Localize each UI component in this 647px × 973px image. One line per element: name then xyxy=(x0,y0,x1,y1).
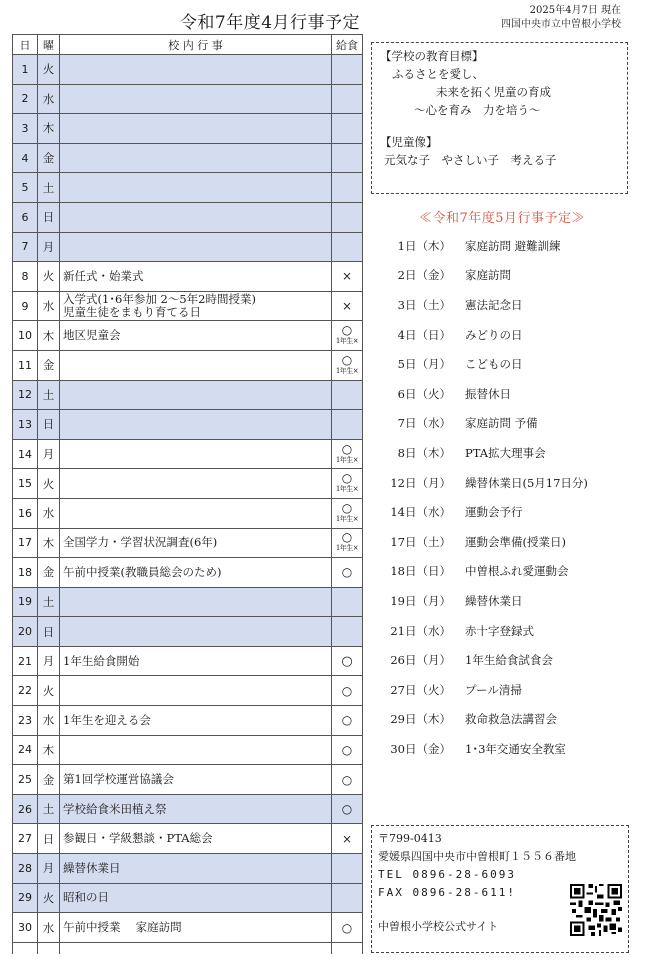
may-event-date: 6日（火） xyxy=(397,386,451,401)
event-text: 新任式・始業式 xyxy=(63,268,144,283)
meal-cell xyxy=(332,232,363,262)
meal-mark: × xyxy=(341,269,353,284)
event-cell xyxy=(60,143,332,173)
weekday-cell: 月 xyxy=(38,646,60,676)
meal-mark: ○ xyxy=(341,772,353,787)
day-cell: 2 xyxy=(13,84,38,114)
event-cell xyxy=(60,232,332,262)
day-cell: 19 xyxy=(13,587,38,617)
header-day: 日 xyxy=(13,35,38,55)
page-title: 令和7年度4月行事予定 xyxy=(179,13,361,33)
day-cell: 10 xyxy=(13,321,38,351)
meal-note: 1年生× xyxy=(335,455,359,464)
list-item xyxy=(380,261,630,291)
event-cell xyxy=(60,854,332,884)
event-cell xyxy=(60,410,332,440)
meal-cell xyxy=(332,913,363,943)
day-cell: 16 xyxy=(13,498,38,528)
table-row xyxy=(13,558,363,588)
event-text: 午前中授業(教職員総会のため) xyxy=(63,564,222,579)
table-row xyxy=(13,794,363,824)
event-cell xyxy=(60,321,332,351)
may-event-name: 家庭訪問 xyxy=(465,268,511,283)
day-cell: 12 xyxy=(13,380,38,410)
weekday-cell: 火 xyxy=(38,55,60,85)
event-text: 全国学力・学習状況調査(6年) xyxy=(63,535,218,550)
meal-mark: ○ xyxy=(341,742,353,757)
empty-cell xyxy=(13,942,38,954)
meal-cell xyxy=(332,854,363,884)
event-cell xyxy=(60,498,332,528)
table-row xyxy=(13,706,363,736)
list-item xyxy=(380,497,630,527)
table-row xyxy=(13,350,363,380)
event-cell xyxy=(60,528,332,558)
meal-cell xyxy=(332,617,363,647)
event-cell xyxy=(60,84,332,114)
weekday-cell: 金 xyxy=(38,143,60,173)
event-cell xyxy=(60,291,332,321)
may-event-name: 繰替休業日(5月17日分) xyxy=(465,475,588,490)
day-cell: 1 xyxy=(13,55,38,85)
list-item xyxy=(380,645,630,675)
list-item xyxy=(380,438,630,468)
day-cell: 25 xyxy=(13,765,38,795)
may-event-date: 1日（木） xyxy=(397,238,451,253)
meal-mark: ○ xyxy=(341,352,353,367)
day-cell: 23 xyxy=(13,706,38,736)
event-cell xyxy=(60,824,332,854)
day-cell: 17 xyxy=(13,528,38,558)
event-cell xyxy=(60,262,332,292)
meal-cell xyxy=(332,558,363,588)
meal-note: 1年生× xyxy=(335,485,359,494)
meal-cell xyxy=(332,410,363,440)
header-weekday: 曜 xyxy=(38,35,60,55)
event-cell xyxy=(60,676,332,706)
event-text: 入学式(1･6年参加 2～5年2時間授業) xyxy=(63,292,256,307)
meal-cell xyxy=(332,765,363,795)
event-cell xyxy=(60,350,332,380)
weekday-cell: 火 xyxy=(38,676,60,706)
weekday-cell: 水 xyxy=(38,706,60,736)
table-row xyxy=(13,439,363,469)
event-text: 昭和の日 xyxy=(63,890,109,905)
meal-mark: ○ xyxy=(341,530,353,545)
may-event-name: 振替休日 xyxy=(465,386,511,401)
weekday-cell: 土 xyxy=(38,173,60,203)
table-row xyxy=(13,469,363,499)
april-schedule-table xyxy=(12,34,363,954)
may-event-date: 7日（水） xyxy=(397,416,451,431)
event-text: 参観日・学級懇談・PTA総会 xyxy=(63,831,213,846)
event-cell xyxy=(60,794,332,824)
meal-mark: ○ xyxy=(341,802,353,817)
event-text-secondary: 児童生徒をまもり育てる日 xyxy=(63,305,201,320)
goals-line-2: 未来を拓く児童の育成 xyxy=(436,85,551,99)
day-cell: 29 xyxy=(13,883,38,913)
meal-note: 1年生× xyxy=(335,514,359,523)
goals-line-1: ふるさとを愛し、 xyxy=(392,67,484,81)
meal-mark: ○ xyxy=(341,565,353,580)
weekday-cell: 水 xyxy=(38,913,60,943)
day-cell: 8 xyxy=(13,262,38,292)
student-image-text: 元気な子 やさしい子 考える子 xyxy=(384,153,557,167)
day-cell: 7 xyxy=(13,232,38,262)
list-item xyxy=(380,586,630,616)
meal-mark: × xyxy=(341,299,353,314)
event-cell xyxy=(60,735,332,765)
date-line: 2025年4月7日 現在 xyxy=(529,5,621,16)
event-cell xyxy=(60,114,332,144)
event-cell xyxy=(60,173,332,203)
weekday-cell: 土 xyxy=(38,794,60,824)
day-cell: 20 xyxy=(13,617,38,647)
weekday-cell: 木 xyxy=(38,528,60,558)
day-cell: 4 xyxy=(13,143,38,173)
event-text: 学校給食米田植え祭 xyxy=(63,801,167,816)
contact-box xyxy=(371,825,629,953)
event-cell xyxy=(60,202,332,232)
meal-cell xyxy=(332,498,363,528)
list-item xyxy=(380,409,630,439)
may-event-name: 家庭訪問 避難訓練 xyxy=(465,238,561,253)
may-event-name: 繰替休業日 xyxy=(465,593,523,608)
list-item xyxy=(380,379,630,409)
table-row xyxy=(13,587,363,617)
fax: FAX 0896-28-611! xyxy=(378,886,516,899)
event-text: 第1回学校運営協議会 xyxy=(63,772,174,787)
weekday-cell: 水 xyxy=(38,291,60,321)
empty-cell xyxy=(332,942,363,954)
day-cell: 6 xyxy=(13,202,38,232)
student-image-heading: 【児童像】 xyxy=(380,135,438,149)
header-info xyxy=(501,4,621,32)
list-item xyxy=(380,231,630,261)
list-item xyxy=(380,616,630,646)
meal-cell xyxy=(332,291,363,321)
may-event-name: 1･3年交通安全教室 xyxy=(465,741,566,756)
weekday-cell: 木 xyxy=(38,114,60,144)
meal-cell xyxy=(332,824,363,854)
list-item xyxy=(380,349,630,379)
meal-cell xyxy=(332,262,363,292)
may-event-date: 14日（水） xyxy=(390,505,451,520)
may-event-name: プール清掃 xyxy=(465,682,522,697)
meal-mark: ○ xyxy=(341,713,353,728)
meal-cell xyxy=(332,469,363,499)
table-row xyxy=(13,854,363,884)
header-meal: 給食 xyxy=(332,35,363,55)
may-event-name: PTA拡大理事会 xyxy=(465,445,546,460)
meal-mark: ○ xyxy=(341,683,353,698)
education-goals-box xyxy=(371,42,628,194)
list-item xyxy=(380,557,630,587)
day-cell: 28 xyxy=(13,854,38,884)
meal-note: 1年生× xyxy=(335,544,359,553)
meal-cell xyxy=(332,84,363,114)
weekday-cell: 日 xyxy=(38,410,60,440)
meal-cell xyxy=(332,202,363,232)
table-row xyxy=(13,765,363,795)
day-cell: 30 xyxy=(13,913,38,943)
meal-mark: ○ xyxy=(341,323,353,338)
tel: TEL 0896-28-6093 xyxy=(378,868,516,881)
list-item xyxy=(380,468,630,498)
meal-cell xyxy=(332,794,363,824)
event-cell xyxy=(60,883,332,913)
table-row xyxy=(13,114,363,144)
meal-cell xyxy=(332,528,363,558)
day-cell: 13 xyxy=(13,410,38,440)
may-event-date: 8日（木） xyxy=(397,445,451,460)
meal-mark: ○ xyxy=(341,653,353,669)
day-cell: 14 xyxy=(13,439,38,469)
may-event-name: こどもの日 xyxy=(465,357,523,372)
event-text: 繰替休業日 xyxy=(63,860,121,875)
meal-cell xyxy=(332,439,363,469)
table-row xyxy=(13,262,363,292)
may-event-name: みどりの日 xyxy=(465,327,523,342)
may-event-name: 家庭訪問 予備 xyxy=(465,416,538,431)
meal-mark: ○ xyxy=(341,441,353,456)
event-text: 地区児童会 xyxy=(63,328,121,343)
meal-cell xyxy=(332,706,363,736)
weekday-cell: 火 xyxy=(38,469,60,499)
table-row xyxy=(13,824,363,854)
day-cell: 27 xyxy=(13,824,38,854)
may-event-date: 12日（月） xyxy=(390,475,451,490)
day-cell: 3 xyxy=(13,114,38,144)
event-text: 午前中授業 家庭訪問 xyxy=(63,920,182,935)
may-event-date: 3日（土） xyxy=(397,297,451,312)
list-item xyxy=(380,705,630,735)
may-event-name: 憲法記念日 xyxy=(465,297,523,312)
meal-mark: × xyxy=(341,831,353,846)
weekday-cell: 木 xyxy=(38,735,60,765)
table-row xyxy=(13,321,363,351)
table-row xyxy=(13,143,363,173)
event-cell xyxy=(60,913,332,943)
list-item xyxy=(380,675,630,705)
table-row xyxy=(13,676,363,706)
weekday-cell: 日 xyxy=(38,202,60,232)
day-cell: 22 xyxy=(13,676,38,706)
table-row xyxy=(13,735,363,765)
table-row-empty xyxy=(13,942,363,954)
may-schedule-list xyxy=(380,231,630,764)
event-cell xyxy=(60,469,332,499)
list-item xyxy=(380,320,630,350)
weekday-cell: 土 xyxy=(38,380,60,410)
table-body xyxy=(13,55,363,955)
day-cell: 11 xyxy=(13,350,38,380)
official-site-label[interactable]: 中曽根小学校公式サイト xyxy=(378,920,499,933)
may-event-date: 2日（金） xyxy=(397,268,451,283)
table-row xyxy=(13,498,363,528)
meal-mark: ○ xyxy=(341,920,353,935)
may-event-date: 30日（金） xyxy=(390,741,451,756)
may-event-name: 運動会予行 xyxy=(465,505,523,520)
day-cell: 26 xyxy=(13,794,38,824)
may-event-date: 5日（月） xyxy=(397,357,451,372)
meal-note: 1年生× xyxy=(335,337,359,346)
may-event-name: 救命救急法講習会 xyxy=(465,712,557,727)
list-item xyxy=(380,734,630,764)
may-event-date: 17日（土） xyxy=(390,534,451,549)
list-item xyxy=(380,290,630,320)
weekday-cell: 金 xyxy=(38,350,60,380)
goals-heading: 【学校の教育目標】 xyxy=(380,49,484,63)
meal-mark: ○ xyxy=(341,500,353,515)
table-header-row xyxy=(13,35,363,55)
table-row xyxy=(13,410,363,440)
goals-line-3: ～心を育み 力を培う～ xyxy=(414,103,541,117)
weekday-cell: 金 xyxy=(38,558,60,588)
meal-note: 1年生× xyxy=(335,366,359,375)
weekday-cell: 火 xyxy=(38,883,60,913)
weekday-cell: 火 xyxy=(38,262,60,292)
may-event-date: 18日（日） xyxy=(390,564,451,579)
meal-cell xyxy=(332,114,363,144)
may-event-name: 運動会準備(授業日) xyxy=(465,534,566,549)
table-row xyxy=(13,617,363,647)
day-cell: 21 xyxy=(13,646,38,676)
event-cell xyxy=(60,587,332,617)
table-row xyxy=(13,913,363,943)
meal-cell xyxy=(332,646,363,676)
header-events: 校 内 行 事 xyxy=(60,35,332,55)
weekday-cell: 月 xyxy=(38,232,60,262)
school-name: 四国中央市立中曽根小学校 xyxy=(501,19,621,30)
event-cell xyxy=(60,617,332,647)
event-cell xyxy=(60,558,332,588)
event-text: 1年生を迎える会 xyxy=(63,712,151,727)
postal-code: 〒799-0413 xyxy=(378,832,442,845)
weekday-cell: 木 xyxy=(38,321,60,351)
may-event-name: 1年生給食試食会 xyxy=(465,653,553,668)
weekday-cell: 日 xyxy=(38,617,60,647)
meal-cell xyxy=(332,883,363,913)
table-row xyxy=(13,173,363,203)
may-schedule-title: ≪令和7年度5月行事予定≫ xyxy=(418,211,586,226)
weekday-cell: 水 xyxy=(38,498,60,528)
empty-cell xyxy=(60,942,332,954)
weekday-cell: 金 xyxy=(38,765,60,795)
may-event-date: 19日（月） xyxy=(390,593,451,608)
meal-mark: ○ xyxy=(341,471,353,486)
event-cell xyxy=(60,380,332,410)
meal-cell xyxy=(332,380,363,410)
table-row xyxy=(13,380,363,410)
event-cell xyxy=(60,646,332,676)
event-cell xyxy=(60,55,332,85)
may-event-date: 26日（月） xyxy=(390,653,451,668)
weekday-cell: 土 xyxy=(38,587,60,617)
day-cell: 5 xyxy=(13,173,38,203)
qr-code-icon[interactable] xyxy=(570,884,622,936)
weekday-cell: 日 xyxy=(38,824,60,854)
may-event-name: 赤十字登録式 xyxy=(465,623,534,638)
table-row xyxy=(13,291,363,321)
may-event-date: 21日（水） xyxy=(390,623,451,638)
meal-cell xyxy=(332,676,363,706)
meal-cell xyxy=(332,55,363,85)
event-cell xyxy=(60,706,332,736)
may-event-name: 中曽根ふれ愛運動会 xyxy=(465,564,569,579)
table-row xyxy=(13,55,363,85)
weekday-cell: 月 xyxy=(38,439,60,469)
meal-cell xyxy=(332,321,363,351)
event-text: 1年生給食開始 xyxy=(63,653,140,668)
day-cell: 18 xyxy=(13,558,38,588)
empty-cell xyxy=(38,942,60,954)
day-cell: 15 xyxy=(13,469,38,499)
table-row xyxy=(13,646,363,676)
list-item xyxy=(380,527,630,557)
day-cell: 24 xyxy=(13,735,38,765)
meal-cell xyxy=(332,735,363,765)
address: 愛媛県四国中央市中曽根町１５５６番地 xyxy=(378,850,576,863)
table-row xyxy=(13,528,363,558)
may-event-date: 29日（木） xyxy=(390,712,451,727)
may-event-date: 27日（火） xyxy=(390,682,451,697)
table-row xyxy=(13,84,363,114)
table-row xyxy=(13,883,363,913)
meal-cell xyxy=(332,173,363,203)
table-row xyxy=(13,202,363,232)
may-event-date: 4日（日） xyxy=(397,327,451,342)
event-cell xyxy=(60,765,332,795)
meal-cell xyxy=(332,587,363,617)
meal-cell xyxy=(332,143,363,173)
event-cell xyxy=(60,439,332,469)
weekday-cell: 月 xyxy=(38,854,60,884)
table-row xyxy=(13,232,363,262)
weekday-cell: 水 xyxy=(38,84,60,114)
meal-cell xyxy=(332,350,363,380)
day-cell: 9 xyxy=(13,291,38,321)
